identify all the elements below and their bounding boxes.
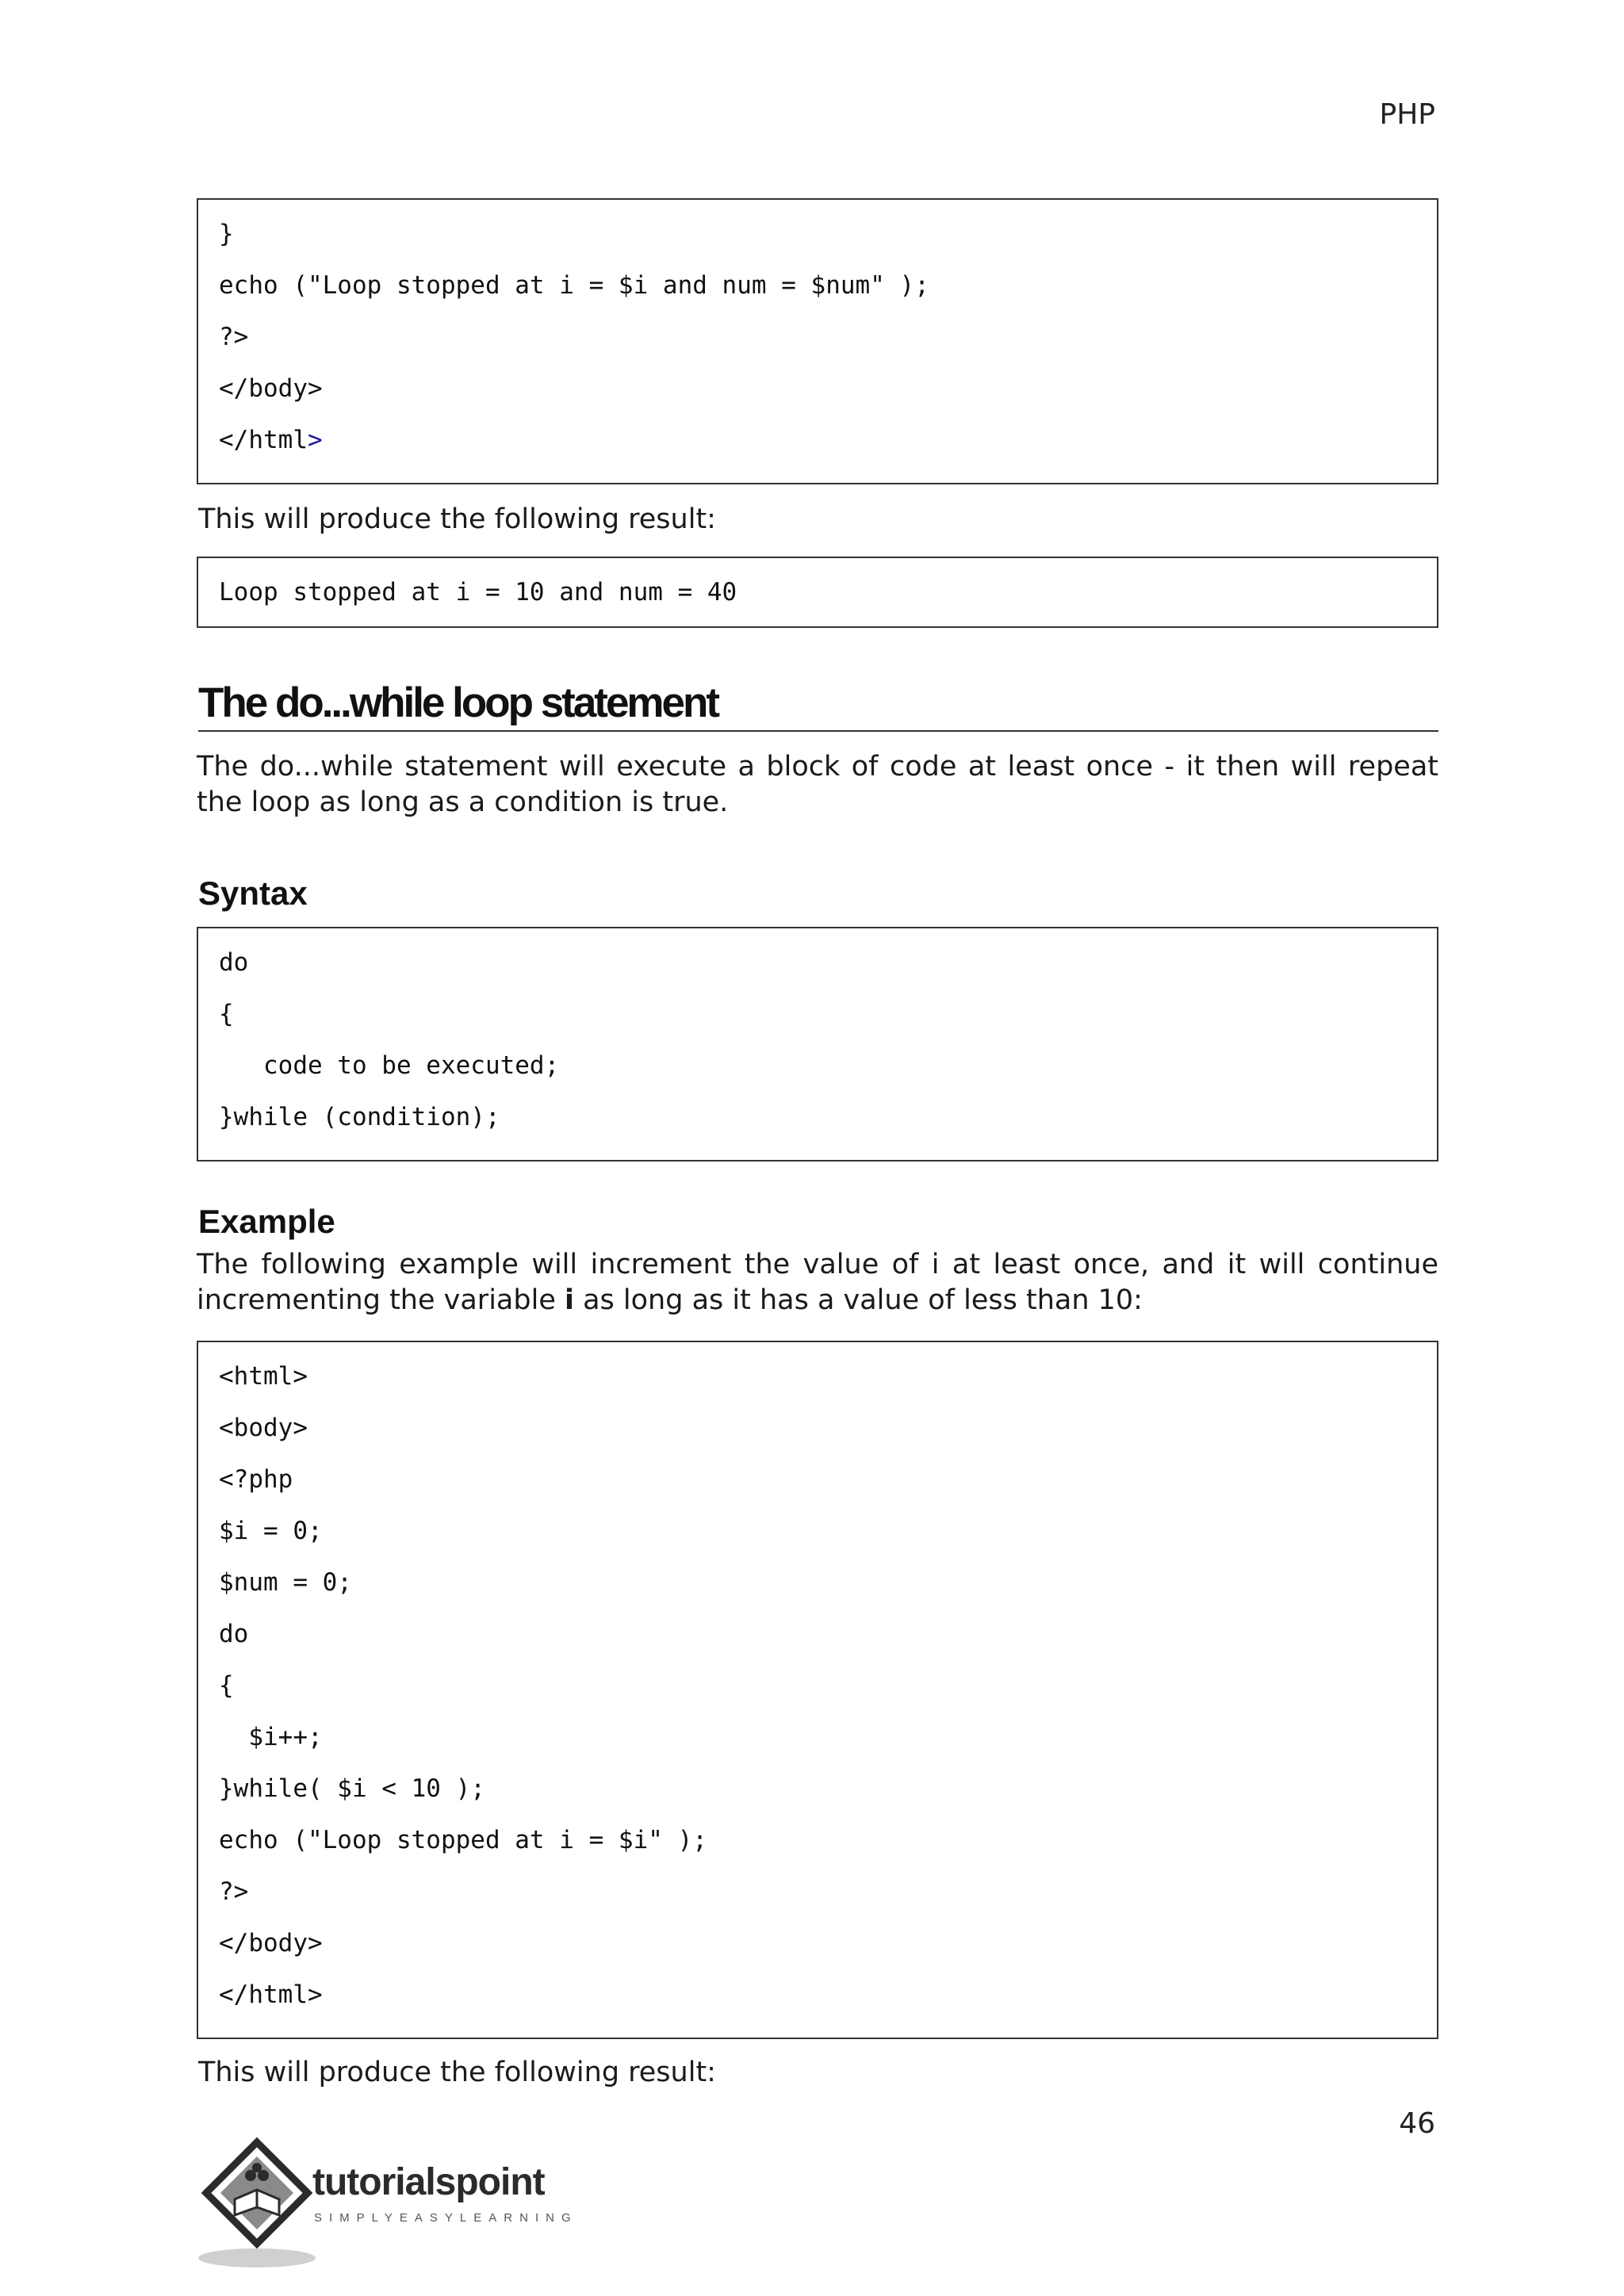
code-line: ?> xyxy=(219,323,249,351)
code-line: </body> xyxy=(219,1929,323,1957)
code-line: }while( $i < 10 ); xyxy=(219,1774,485,1803)
running-header-title: PHP xyxy=(1379,98,1435,131)
example-description xyxy=(197,1247,1438,1318)
code-line: { xyxy=(219,1671,234,1700)
code-line: echo ("Loop stopped at i = $i and num = $num" ); xyxy=(219,271,929,300)
code-line: } xyxy=(219,220,234,248)
syntax-code-block xyxy=(197,927,1438,1161)
code-text: </html xyxy=(219,426,308,454)
code-line: </html> xyxy=(219,1980,323,2009)
result-intro-text: This will produce the following result: xyxy=(198,503,716,535)
code-closing-bracket: > xyxy=(307,426,323,454)
logo-wordmark: tutorialspoint xyxy=(312,2161,545,2203)
example-code-block xyxy=(197,1341,1438,2039)
code-line: $i = 0; xyxy=(219,1517,323,1545)
page-content xyxy=(197,198,1438,2110)
code-line: $num = 0; xyxy=(219,1568,352,1597)
code-line: echo ("Loop stopped at i = $i" ); xyxy=(219,1826,707,1854)
code-line: }while (condition); xyxy=(219,1103,500,1131)
section-heading: The do...while loop statement xyxy=(198,679,1438,732)
code-line xyxy=(219,422,1416,473)
logo-shadow xyxy=(198,2248,316,2267)
syntax-heading: Syntax xyxy=(198,874,308,912)
page-number: 46 xyxy=(1399,2107,1435,2140)
logo-emblem-icon xyxy=(206,2142,308,2244)
tutorialspoint-logo xyxy=(195,2133,607,2275)
code-line: code to be executed; xyxy=(219,1051,560,1080)
example-heading: Example xyxy=(198,1203,335,1240)
code-line: <body> xyxy=(219,1414,308,1442)
section-intro-paragraph: The do...while statement will execute a block of code at least once - it then will repeat the loop as long as a condition is true. xyxy=(197,751,1438,818)
code-line: $i++; xyxy=(219,1723,323,1751)
example-desc-text-end: as long as it has a value of less than 10: xyxy=(573,1284,1143,1316)
code-line: { xyxy=(219,1000,234,1028)
code-line: <html> xyxy=(219,1362,308,1391)
output-block xyxy=(197,557,1438,628)
code-block-loop-end xyxy=(197,198,1438,484)
logo-tagline: SIMPLYEASYLEARNING xyxy=(314,2211,578,2225)
result-intro-text: This will produce the following result: xyxy=(198,2057,716,2088)
code-line: do xyxy=(219,948,249,977)
code-line: ?> xyxy=(219,1877,249,1906)
code-line: do xyxy=(219,1620,249,1648)
output-line: Loop stopped at i = 10 and num = 40 xyxy=(219,578,737,607)
code-line: </body> xyxy=(219,374,323,403)
example-desc-bold-var: i xyxy=(564,1284,574,1316)
code-line: <?php xyxy=(219,1465,293,1494)
example-desc-text: The following example will increment the value of i at least once, and it will continue incrementing the variable xyxy=(197,1249,1438,1316)
